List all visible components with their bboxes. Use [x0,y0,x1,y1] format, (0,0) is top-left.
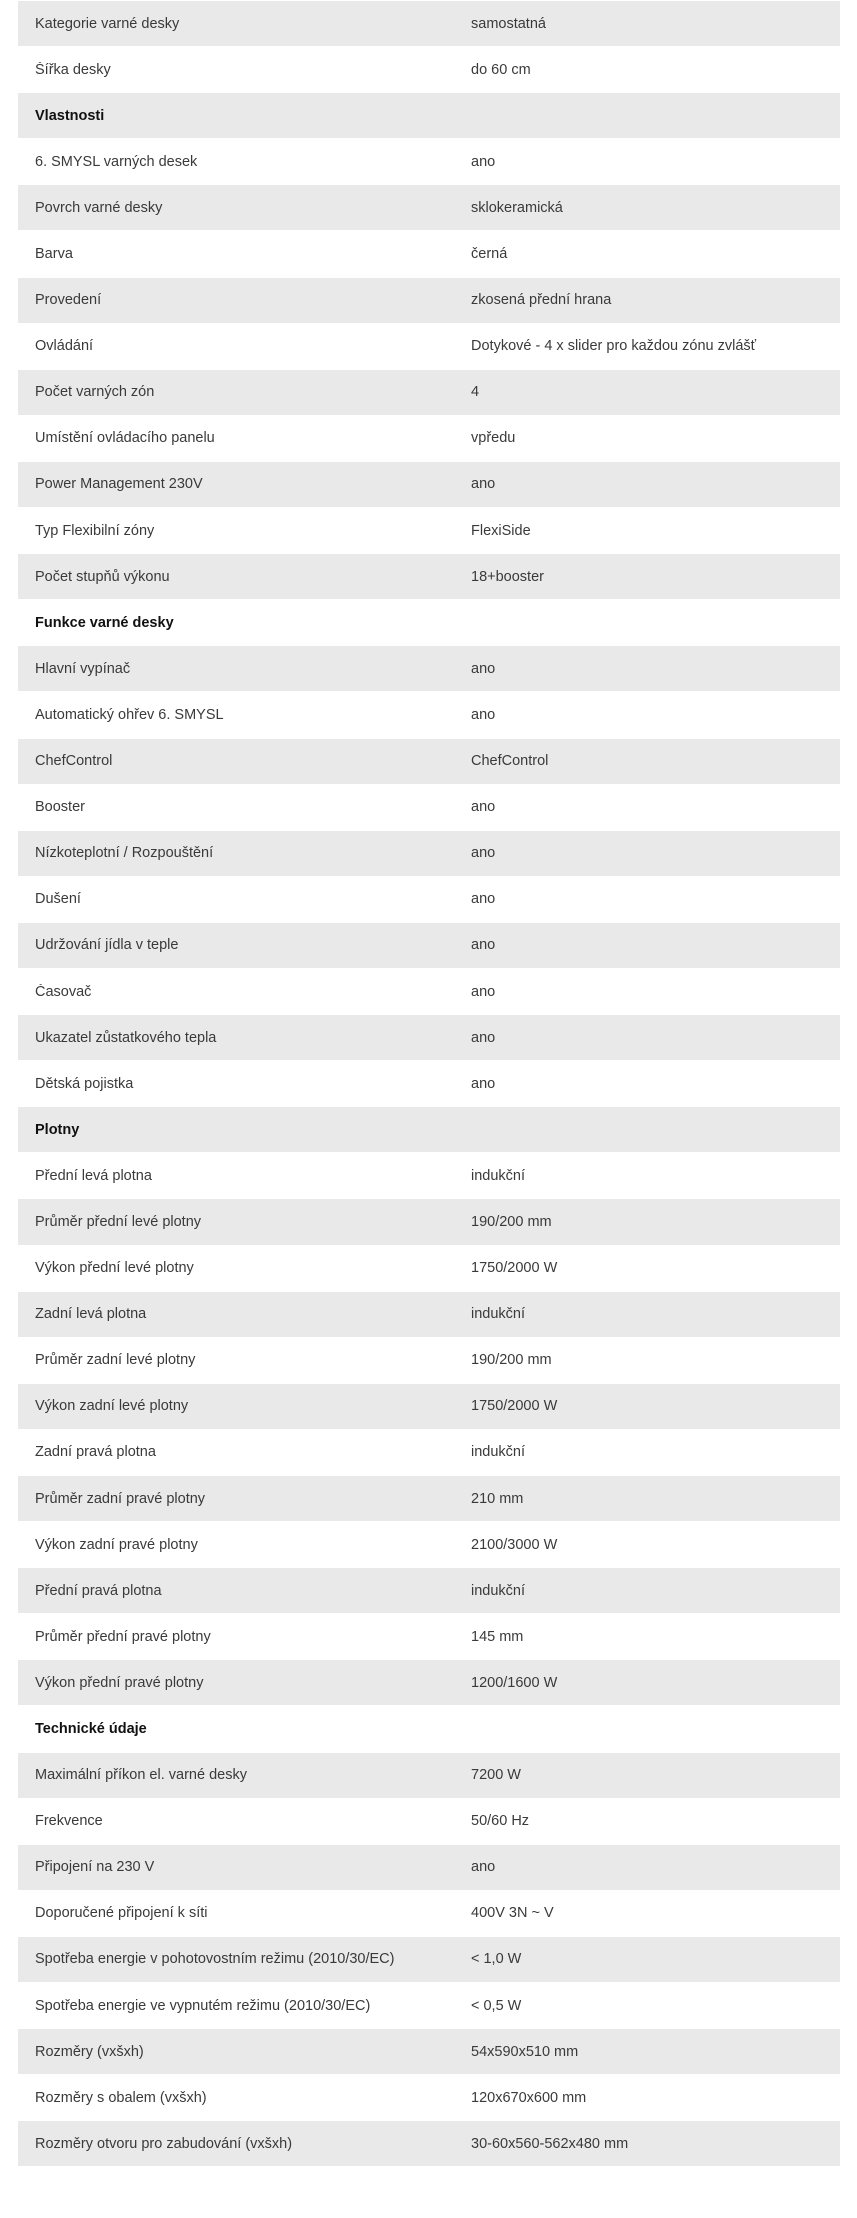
table-row [18,46,840,92]
section-heading-row [18,92,840,138]
spec-value: 210 mm [471,1490,524,1507]
table-row [18,323,840,369]
spec-label: Spotřeba energie ve vypnutém režimu (2010/30/EC) [35,1997,371,2014]
spec-label: Dětská pojistka [35,1075,134,1092]
spec-label: Výkon zadní pravé plotny [35,1536,198,1553]
spec-value: ano [471,153,496,170]
table-row [18,1152,840,1198]
spec-label: Nízkoteplotní / Rozpouštění [35,845,214,862]
spec-label: Průměr zadní pravé plotny [35,1490,206,1507]
spec-value: 1200/1600 W [471,1674,558,1691]
spec-value: ano [471,1075,496,1092]
spec-value: ano [471,891,496,908]
section-heading: Technické údaje [35,1721,147,1738]
table-row [18,553,840,599]
spec-value: ano [471,937,496,954]
table-row [18,1613,840,1659]
spec-label: Povrch varné desky [35,199,163,216]
spec-value: sklokeramická [471,199,563,216]
table-row [18,1291,840,1337]
spec-label: Automatický ohřev 6. SMYSL [35,706,224,723]
spec-value: FlexiSide [471,522,531,539]
spec-value: 145 mm [471,1628,524,1645]
spec-value: indukční [471,1444,526,1461]
spec-label: Přední pravá plotna [35,1582,162,1599]
table-row [18,230,840,276]
spec-value: ano [471,799,496,816]
spec-label: Přední levá plotna [35,1167,152,1184]
spec-label: Výkon zadní levé plotny [35,1398,189,1415]
table-row [18,1936,840,1982]
spec-label: Power Management 230V [35,476,203,493]
spec-value: ano [471,983,496,1000]
spec-label: 6. SMYSL varných desek [35,153,198,170]
table-row [18,1383,840,1429]
spec-label: Průměr přední levé plotny [35,1213,202,1230]
spec-label: Zadní levá plotna [35,1306,147,1323]
spec-value: ano [471,706,496,723]
spec-label: Typ Flexibilní zóny [35,522,155,539]
spec-label: Průměr přední pravé plotny [35,1628,211,1645]
table-row [18,1475,840,1521]
spec-table [18,0,840,2166]
spec-value: zkosená přední hrana [471,292,612,309]
table-row [18,691,840,737]
spec-label: Šířka desky [35,61,111,78]
table-row [18,922,840,968]
spec-value: 400V 3N ~ V [471,1905,554,1922]
spec-value: ChefControl [471,753,549,770]
spec-label: Počet varných zón [35,384,155,401]
table-row [18,1567,840,1613]
spec-value: 1750/2000 W [471,1398,558,1415]
spec-label: Maximální příkon el. varné desky [35,1767,247,1784]
section-heading-row [18,1106,840,1152]
table-row [18,1659,840,1705]
section-heading: Plotny [35,1121,80,1138]
spec-value: černá [471,246,508,263]
section-heading: Vlastnosti [35,107,105,124]
table-row [18,876,840,922]
table-row [18,415,840,461]
spec-label: Rozměry otvoru pro zabudování (vxšxh) [35,2135,293,2152]
spec-label: Počet stupňů výkonu [35,568,170,585]
spec-label: Ovládání [35,338,94,355]
spec-label: Rozměry s obalem (vxšxh) [35,2089,207,2106]
table-row [18,2028,840,2074]
spec-label: Provedení [35,292,102,309]
spec-label: Frekvence [35,1813,103,1830]
section-heading-row [18,599,840,645]
spec-label: Rozměry (vxšxh) [35,2043,144,2060]
spec-label: Výkon přední levé plotny [35,1260,194,1277]
table-row [18,1844,840,1890]
spec-value: samostatná [471,15,546,32]
spec-value: vpředu [471,430,516,447]
spec-value: indukční [471,1306,526,1323]
spec-value: ano [471,660,496,677]
spec-label: Umístění ovládacího panelu [35,430,215,447]
table-row [18,1337,840,1383]
table-row [18,738,840,784]
spec-label: ChefControl [35,753,113,770]
table-row [18,138,840,184]
table-row [18,1752,840,1798]
spec-label: Dušení [35,891,81,908]
spec-label: Ukazatel zůstatkového tepla [35,1029,217,1046]
spec-value: ano [471,1029,496,1046]
table-row [18,184,840,230]
spec-value: 190/200 mm [471,1352,552,1369]
table-row [18,1060,840,1106]
table-row [18,369,840,415]
table-row [18,1890,840,1936]
spec-value: Dotykové - 4 x slider pro každou zónu zvlášť [471,338,757,355]
table-row [18,507,840,553]
table-row [18,461,840,507]
spec-value: 4 [471,384,480,401]
spec-value: 50/60 Hz [471,1813,530,1830]
spec-value: 7200 W [471,1767,521,1784]
spec-label: Doporučené připojení k síti [35,1905,208,1922]
spec-value: 18+booster [471,568,544,585]
spec-value: 2100/3000 W [471,1536,558,1553]
spec-label: Hlavní vypínač [35,660,131,677]
table-row [18,277,840,323]
table-row [18,1429,840,1475]
spec-label: Kategorie varné desky [35,15,180,32]
spec-value: 54x590x510 mm [471,2043,579,2060]
spec-value: ano [471,476,496,493]
spec-label: Zadní pravá plotna [35,1444,156,1461]
table-row [18,2074,840,2120]
spec-label: Spotřeba energie v pohotovostním režimu (2010/30/EC) [35,1951,395,1968]
spec-label: Booster [35,799,85,816]
table-row [18,968,840,1014]
spec-value: indukční [471,1582,526,1599]
spec-label: Časovač [35,983,92,1000]
table-row [18,1798,840,1844]
table-row [18,784,840,830]
table-row [18,0,840,46]
table-row [18,1014,840,1060]
table-row [18,1198,840,1244]
table-row [18,645,840,691]
table-row [18,1982,840,2028]
spec-value: 1750/2000 W [471,1260,558,1277]
table-row [18,830,840,876]
table-row [18,2120,840,2166]
section-heading-row [18,1705,840,1751]
spec-value: 30-60x560-562x480 mm [471,2135,629,2152]
spec-value: 190/200 mm [471,1213,552,1230]
spec-value: < 0,5 W [471,1997,522,2014]
table-row [18,1521,840,1567]
spec-label: Udržování jídla v teple [35,937,179,954]
table-row [18,1245,840,1291]
spec-value: 120x670x600 mm [471,2089,587,2106]
spec-value: ano [471,1859,496,1876]
spec-label: Barva [35,246,73,263]
section-heading: Funkce varné desky [35,614,174,631]
spec-label: Výkon přední pravé plotny [35,1674,204,1691]
spec-value: < 1,0 W [471,1951,522,1968]
spec-value: ano [471,845,496,862]
spec-label: Připojení na 230 V [35,1859,155,1876]
spec-value: do 60 cm [471,61,531,78]
spec-value: indukční [471,1167,526,1184]
spec-label: Průměr zadní levé plotny [35,1352,196,1369]
